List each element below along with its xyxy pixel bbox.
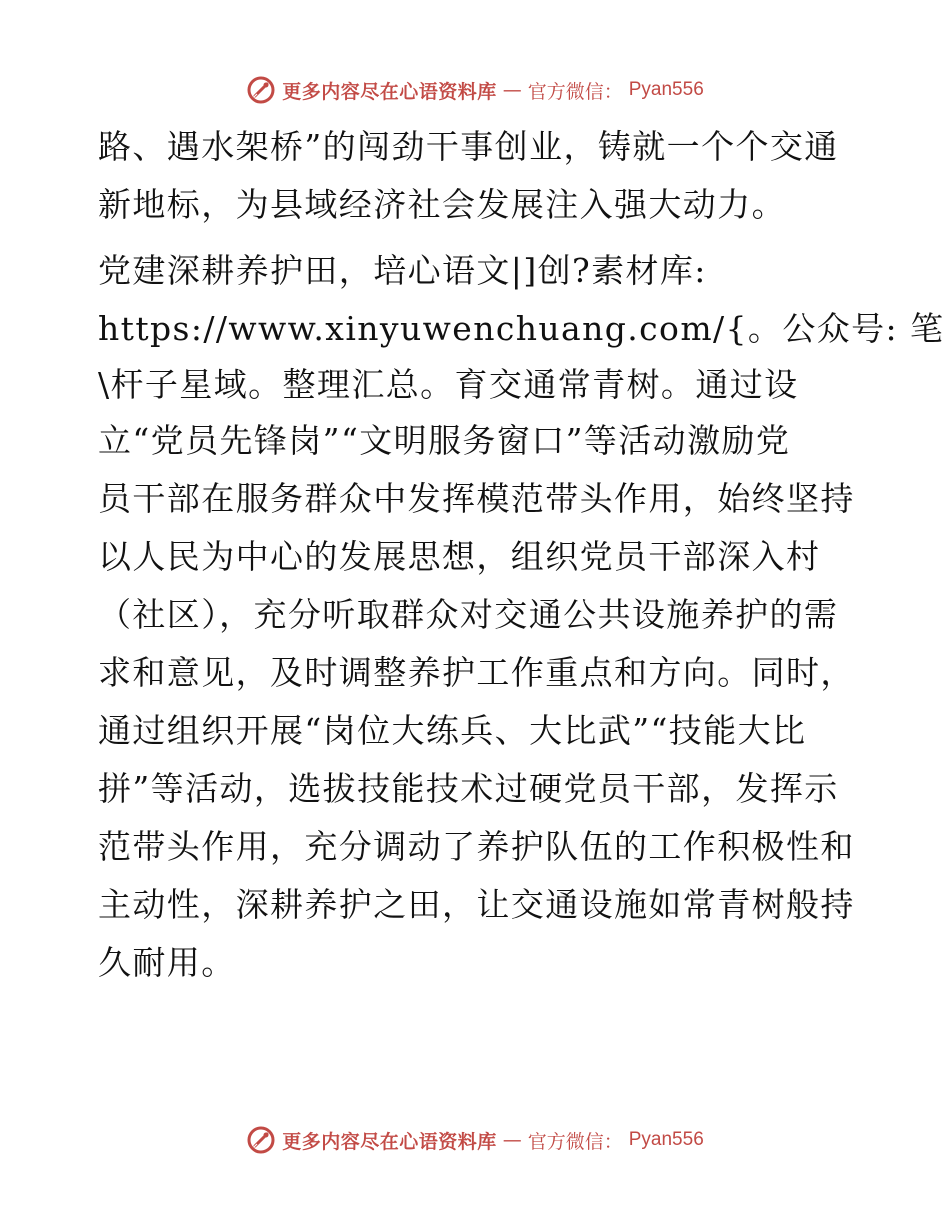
body-line: 路、遇水架桥”的闯劲干事创业，铸就一个个交通 <box>98 127 839 166</box>
body-line: \杆子星域。整理汇总。育交通常青树。通过设 <box>98 365 799 404</box>
watermark-wechat-id: Pyan556 <box>628 1129 704 1150</box>
watermark-wechat-label: 官方微信： <box>527 1130 623 1153</box>
body-line: https://www.xinyuwenchuang.com/{。公众号: 笔 <box>98 309 945 348</box>
body-line: （社区），充分听取群众对交通公共设施养护的需 <box>98 595 839 634</box>
watermark-separator: — <box>502 79 522 101</box>
circle-pen-logo-icon <box>246 75 276 105</box>
body-line: 以人民为中心的发展思想，组织党员干部深入村 <box>98 537 821 576</box>
body-line: 求和意见，及时调整养护工作重点和方向。同时， <box>98 653 855 692</box>
header-watermark <box>0 72 950 108</box>
watermark-text: 更多内容尽在心语资料库 <box>282 80 497 103</box>
watermark-wechat-id: Pyan556 <box>628 79 704 100</box>
document-body <box>98 118 945 992</box>
body-line: 久耐用。 <box>98 943 236 982</box>
body-line: 员干部在服务群众中发挥模范带头作用，始终坚持 <box>98 479 855 518</box>
body-line: 主动性，深耕养护之田，让交通设施如常青树般持 <box>98 885 855 924</box>
watermark-wechat-label: 官方微信： <box>527 80 623 103</box>
body-line: 新地标，为县域经济社会发展注入强大动力。 <box>98 185 786 224</box>
watermark-separator: — <box>502 1129 522 1151</box>
watermark-text: 更多内容尽在心语资料库 <box>282 1130 497 1153</box>
body-line: 党建深耕养护田，培心语文|]创?素材库: <box>98 251 707 290</box>
body-line: 范带头作用，充分调动了养护队伍的工作积极性和 <box>98 827 855 866</box>
body-line: 通过组织开展“岗位大练兵、大比武”“技能大比 <box>98 711 807 750</box>
footer-watermark <box>0 1122 950 1158</box>
circle-pen-logo-icon <box>246 1125 276 1155</box>
body-line: 立“党员先锋岗”“文明服务窗口”等活动激励党 <box>98 421 791 460</box>
body-line: 拼”等活动，选拔技能技术过硬党员干部，发挥示 <box>98 769 839 808</box>
